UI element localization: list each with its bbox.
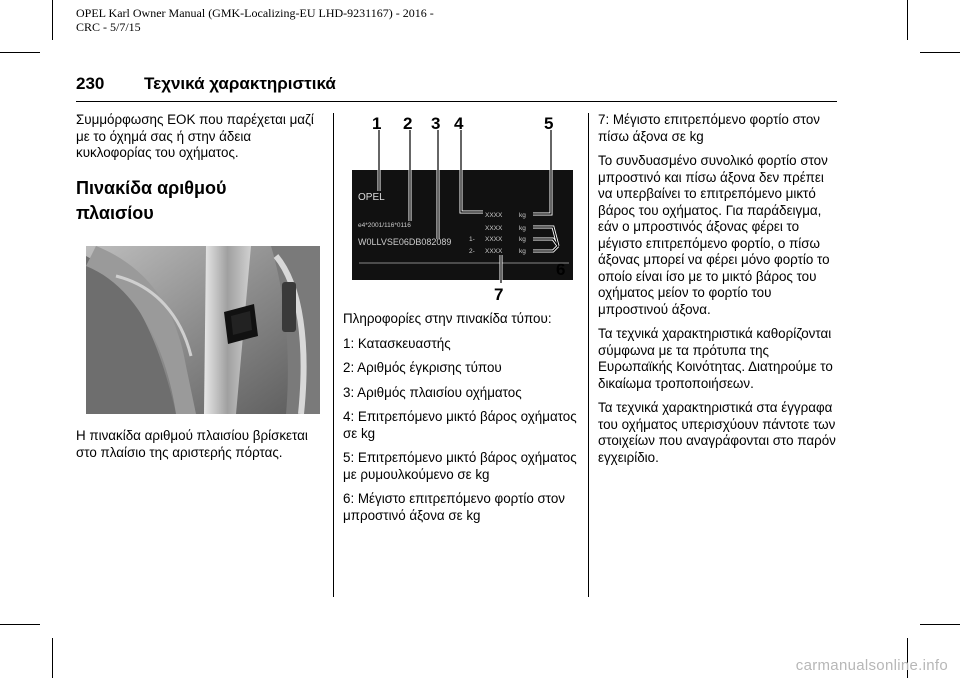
crop-mark	[920, 52, 960, 53]
callout-number: 3	[431, 114, 441, 133]
watermark: carmanualsonline.info	[795, 657, 948, 674]
callout-number: 2	[403, 114, 413, 133]
callout-number: 4	[454, 114, 464, 133]
section-title	[76, 176, 326, 226]
section-title-line: Πινακίδα αριθμού	[76, 177, 227, 198]
door-frame-illustration	[86, 246, 320, 414]
print-metadata-line: CRC - 5/7/15	[76, 20, 141, 34]
type-plate-diagram	[343, 113, 578, 303]
header-rule	[76, 101, 837, 102]
column-1	[76, 112, 326, 248]
callout-number: 6	[556, 260, 566, 279]
plate-row-prefix: 1-	[469, 236, 475, 243]
type-plate-illustration	[343, 113, 578, 303]
body-paragraph: Το συνδυασμένο συνολικό φορτίο στον μπροστινό και πίσω άξονα δεν πρέπει να υπερβαίνει το επιτρεπόμενο μικτό βάρος του οχήματος. Για παράδειγμα, εάν ο μπροστινός άξονας φέρει το μέγιστο επιτρεπόμενο φορτίο, ο πίσω άξονας μπορεί να φέρει μόνο φορτίο το οποίο είναι ίσο με το μικτό βάρος του οχήματος μείον το φορτίο του μπροστινού άξονα.	[598, 153, 830, 317]
callout-number: 5	[544, 114, 554, 133]
plate-row-prefix: 2-	[469, 248, 475, 255]
plate-row-unit: kg	[519, 212, 526, 219]
plate-logo: OPEL	[358, 192, 385, 203]
plate-row-value: XXXX	[485, 212, 503, 219]
callout-number: 1	[372, 114, 382, 133]
plate-row-unit: kg	[519, 248, 526, 255]
callout-number: 7	[494, 285, 504, 303]
plate-row-value: XXXX	[485, 225, 503, 232]
print-metadata	[76, 6, 546, 34]
plate-row-value: XXXX	[485, 248, 503, 255]
legend-item: 3: Αριθμός πλαισίου οχήματος	[343, 384, 522, 400]
print-metadata-line: OPEL Karl Owner Manual (GMK-Localizing-EU LHD-9231167) - 2016 -	[76, 6, 434, 20]
chapter-title: Τεχνικά χαρακτηριστικά	[144, 74, 336, 93]
body-paragraph: Τα τεχνικά χαρακτηριστικά καθορίζονται σύμφωνα με τα πρότυπα της Ευρωπαϊκής Κοινότητας. Διατηρούμε το δικαίωμα τροποποιήσεων.	[598, 326, 833, 391]
crop-mark	[52, 638, 53, 678]
crop-mark	[907, 0, 908, 40]
legend-item: 4: Επιτρεπόμενο μικτό βάρος οχήματος σε kg	[343, 409, 577, 441]
intro-paragraph: Συμμόρφωσης ΕΟΚ που παρέχεται μαζί με το όχημά σας ή στην άδεια κυκλοφορίας του οχήματος.	[76, 112, 314, 160]
plate-row-value: XXXX	[485, 236, 503, 243]
plate-row-unit: kg	[519, 225, 526, 232]
legend-item: 6: Μέγιστο επιτρεπόμενο φορτίο στον μπροστινό άξονα σε kg	[343, 491, 566, 523]
page-number: 230	[76, 74, 105, 93]
section-title-line: πλαισίου	[76, 202, 154, 223]
legend-item: 7: Μέγιστο επιτρεπόμενο φορτίο στον πίσω άξονα σε kg	[598, 112, 821, 144]
photo-caption-block	[76, 428, 326, 469]
info-title: Πληροφορίες στην πινακίδα τύπου:	[343, 311, 552, 326]
crop-mark	[920, 624, 960, 625]
column-divider	[333, 113, 334, 597]
column-divider	[588, 113, 589, 597]
crop-mark	[52, 0, 53, 40]
legend-item: 1: Κατασκευαστής	[343, 335, 451, 351]
photo-caption: Η πινακίδα αριθμού πλαισίου βρίσκεται στο πλαίσιο της αριστερής πόρτας.	[76, 428, 308, 460]
column-2	[343, 311, 583, 532]
legend-item: 2: Αριθμός έγκρισης τύπου	[343, 360, 502, 375]
body-paragraph: Τα τεχνικά χαρακτηριστικά στα έγγραφα του οχήματος υπερισχύουν πάντοτε των στοιχείων που αναγράφονται στο παρόν εγχειρίδιο.	[598, 400, 836, 465]
vin-plate-photo	[86, 246, 320, 414]
plate-approval-number: e4*2001/116*0116	[358, 222, 411, 229]
legend-item: 5: Επιτρεπόμενο μικτό βάρος οχήματος με ρυμουλκούμενο σε kg	[343, 450, 577, 482]
crop-mark	[0, 624, 40, 625]
plate-row-unit: kg	[519, 236, 526, 243]
plate-vin: W0LLVSE06DB082089	[358, 237, 452, 247]
column-3	[598, 112, 842, 474]
crop-mark	[0, 52, 40, 53]
page-header	[76, 74, 836, 94]
